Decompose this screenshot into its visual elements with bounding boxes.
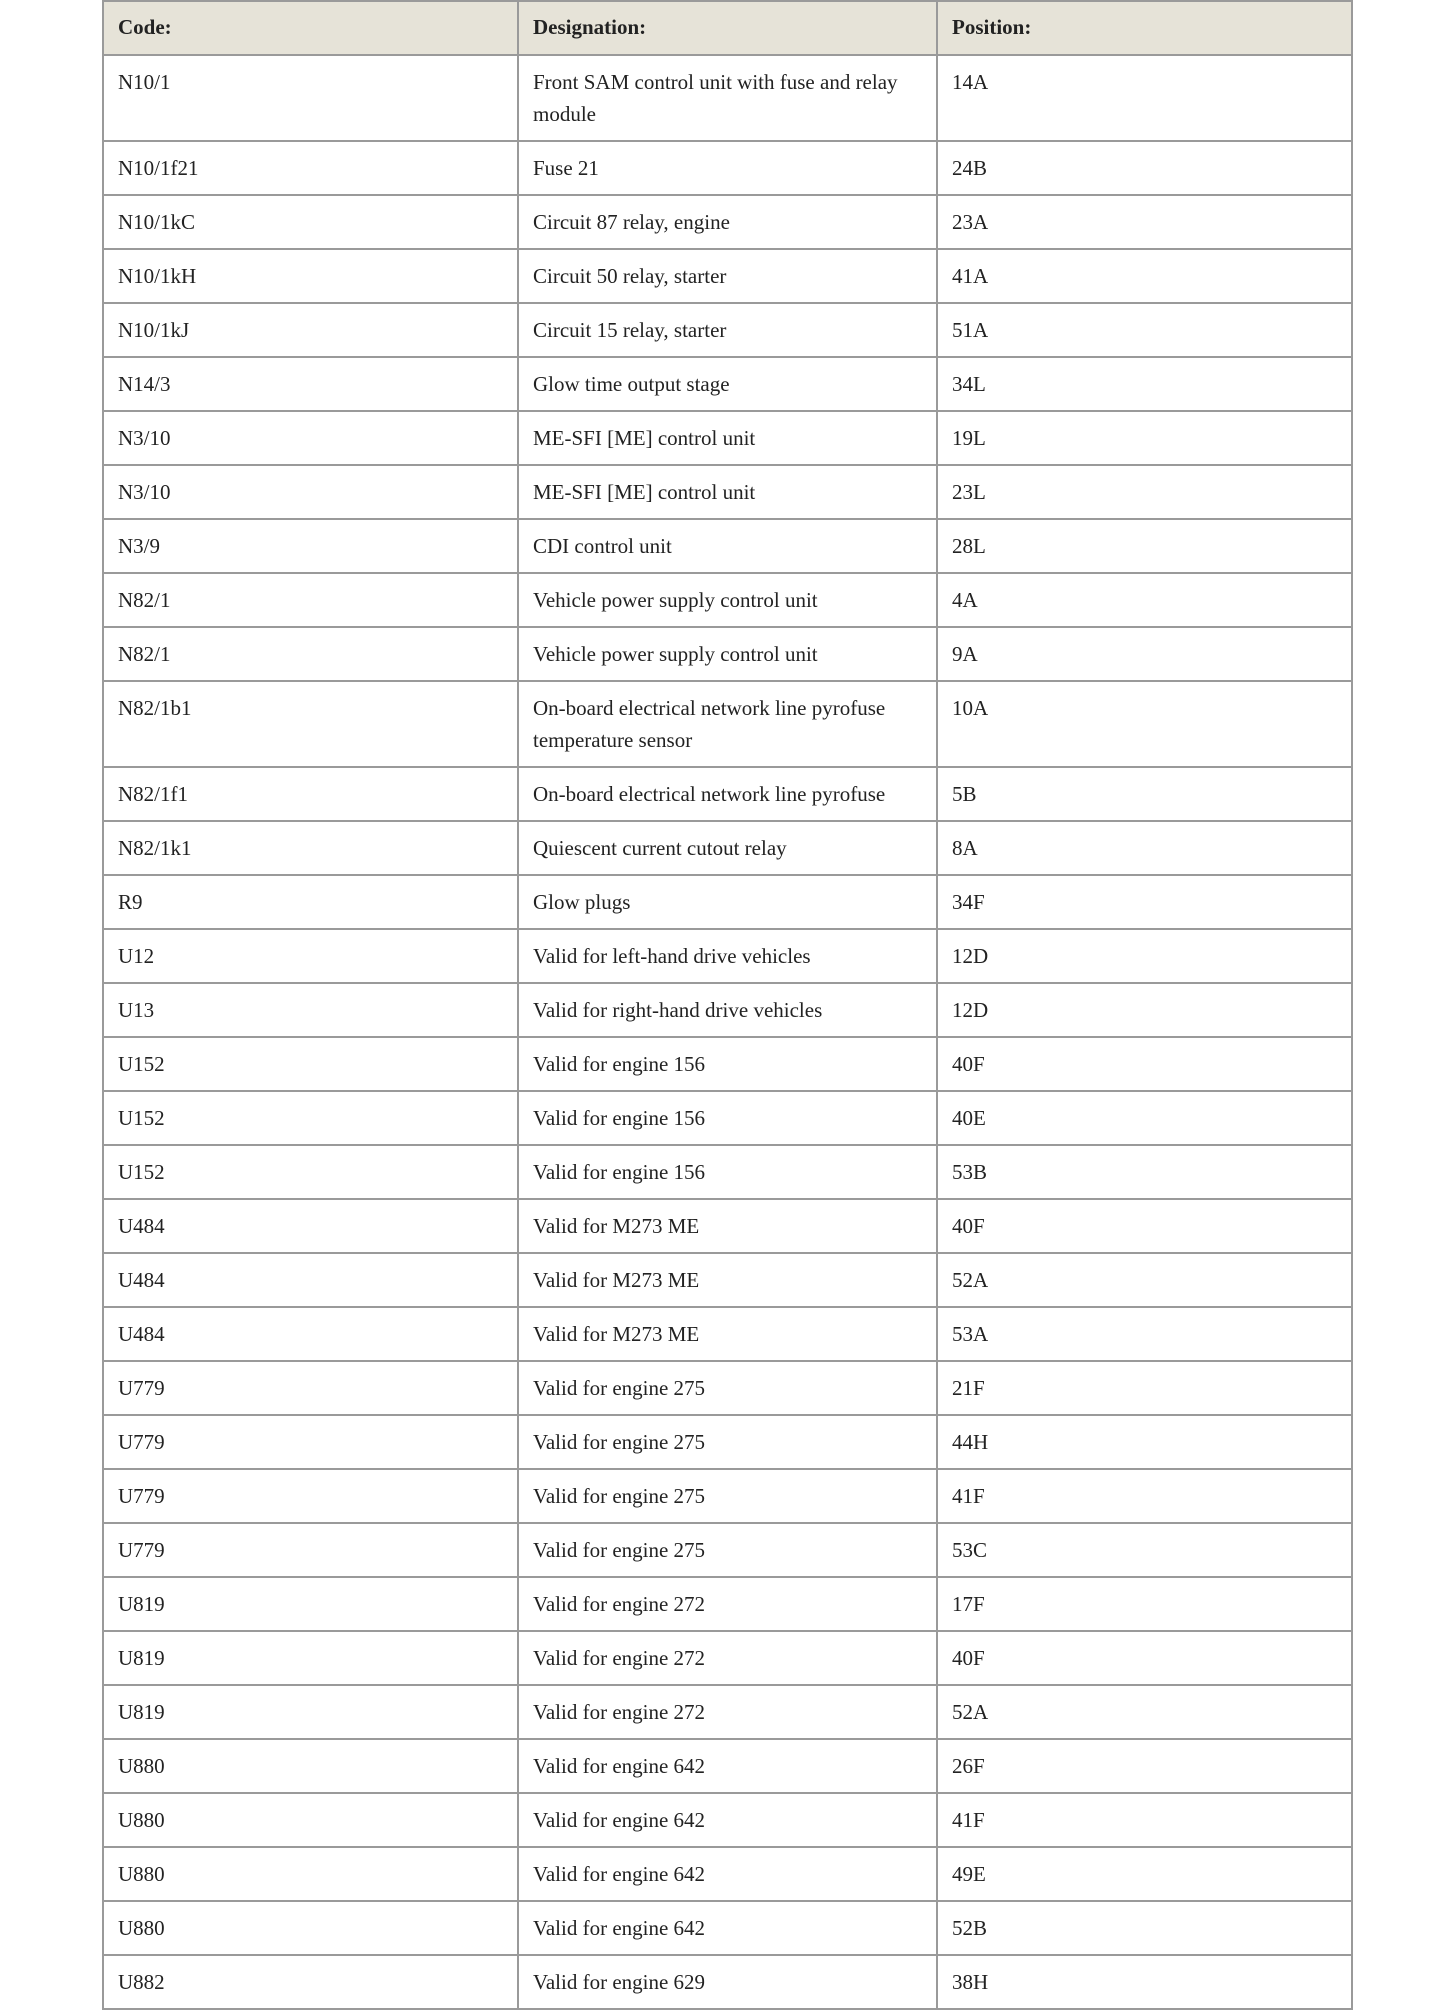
- cell-code: U484: [103, 1199, 518, 1253]
- cell-position: 23A: [937, 195, 1352, 249]
- table-row: [103, 1091, 1352, 1145]
- cell-designation: Front SAM control unit with fuse and relay module: [518, 55, 937, 141]
- header-code: Code:: [103, 1, 518, 55]
- table-header: [103, 1, 1352, 55]
- cell-designation: Valid for left-hand drive vehicles: [518, 929, 937, 983]
- cell-designation: Valid for M273 ME: [518, 1253, 937, 1307]
- cell-position: 41F: [937, 1793, 1352, 1847]
- table-row: [103, 519, 1352, 573]
- table-row: [103, 1199, 1352, 1253]
- cell-position: 9A: [937, 627, 1352, 681]
- cell-position: 23L: [937, 465, 1352, 519]
- cell-position: 40F: [937, 1037, 1352, 1091]
- table-row: [103, 1631, 1352, 1685]
- cell-position: 53A: [937, 1307, 1352, 1361]
- cell-position: 28L: [937, 519, 1352, 573]
- cell-code: U13: [103, 983, 518, 1037]
- table-row: [103, 875, 1352, 929]
- cell-designation: Valid for engine 156: [518, 1037, 937, 1091]
- cell-position: 53C: [937, 1523, 1352, 1577]
- table-row: [103, 249, 1352, 303]
- cell-designation: Valid for engine 629: [518, 1955, 937, 2009]
- cell-designation: Quiescent current cutout relay: [518, 821, 937, 875]
- cell-position: 5B: [937, 767, 1352, 821]
- table-row: [103, 1253, 1352, 1307]
- table-row: [103, 1361, 1352, 1415]
- table-body: [103, 55, 1352, 2009]
- table-row: [103, 303, 1352, 357]
- cell-position: 41F: [937, 1469, 1352, 1523]
- cell-designation: Valid for engine 642: [518, 1793, 937, 1847]
- cell-designation: Valid for engine 642: [518, 1739, 937, 1793]
- cell-designation: Vehicle power supply control unit: [518, 627, 937, 681]
- cell-position: 21F: [937, 1361, 1352, 1415]
- table-row: [103, 411, 1352, 465]
- cell-designation: Fuse 21: [518, 141, 937, 195]
- cell-code: U484: [103, 1253, 518, 1307]
- cell-position: 40F: [937, 1631, 1352, 1685]
- cell-position: 26F: [937, 1739, 1352, 1793]
- table-row: [103, 821, 1352, 875]
- table-row: [103, 1739, 1352, 1793]
- cell-code: U779: [103, 1523, 518, 1577]
- cell-position: 44H: [937, 1415, 1352, 1469]
- cell-designation: Valid for engine 272: [518, 1631, 937, 1685]
- cell-designation: Valid for engine 275: [518, 1523, 937, 1577]
- cell-code: N10/1: [103, 55, 518, 141]
- cell-designation: Valid for engine 275: [518, 1415, 937, 1469]
- cell-code: U779: [103, 1361, 518, 1415]
- cell-designation: Valid for M273 ME: [518, 1199, 937, 1253]
- table-row: [103, 465, 1352, 519]
- cell-code: N10/1kC: [103, 195, 518, 249]
- cell-code: U880: [103, 1847, 518, 1901]
- table-row: [103, 1415, 1352, 1469]
- cell-position: 14A: [937, 55, 1352, 141]
- cell-designation: Valid for engine 275: [518, 1361, 937, 1415]
- cell-code: U484: [103, 1307, 518, 1361]
- cell-code: N82/1b1: [103, 681, 518, 767]
- cell-position: 4A: [937, 573, 1352, 627]
- cell-position: 41A: [937, 249, 1352, 303]
- cell-designation: ME-SFI [ME] control unit: [518, 411, 937, 465]
- cell-code: N3/10: [103, 411, 518, 465]
- table-row: [103, 573, 1352, 627]
- table-row: [103, 55, 1352, 141]
- header-position: Position:: [937, 1, 1352, 55]
- cell-code: U882: [103, 1955, 518, 2009]
- cell-position: 24B: [937, 141, 1352, 195]
- table-row: [103, 1307, 1352, 1361]
- cell-position: 52A: [937, 1685, 1352, 1739]
- header-designation: Designation:: [518, 1, 937, 55]
- table-row: [103, 1037, 1352, 1091]
- cell-position: 40E: [937, 1091, 1352, 1145]
- cell-designation: ME-SFI [ME] control unit: [518, 465, 937, 519]
- table-row: [103, 1523, 1352, 1577]
- cell-code: U152: [103, 1037, 518, 1091]
- cell-designation: On-board electrical network line pyrofuse temperature sensor: [518, 681, 937, 767]
- table-row: [103, 1793, 1352, 1847]
- cell-code: N10/1kJ: [103, 303, 518, 357]
- table-row: [103, 141, 1352, 195]
- cell-code: U152: [103, 1091, 518, 1145]
- cell-position: 12D: [937, 983, 1352, 1037]
- cell-designation: CDI control unit: [518, 519, 937, 573]
- cell-code: U880: [103, 1901, 518, 1955]
- table-row: [103, 357, 1352, 411]
- table-row: [103, 681, 1352, 767]
- cell-position: 19L: [937, 411, 1352, 465]
- cell-position: 49E: [937, 1847, 1352, 1901]
- cell-position: 53B: [937, 1145, 1352, 1199]
- cell-designation: Valid for engine 642: [518, 1847, 937, 1901]
- cell-position: 52A: [937, 1253, 1352, 1307]
- cell-designation: Valid for engine 275: [518, 1469, 937, 1523]
- cell-designation: On-board electrical network line pyrofuse: [518, 767, 937, 821]
- cell-position: 40F: [937, 1199, 1352, 1253]
- cell-position: 12D: [937, 929, 1352, 983]
- cell-designation: Valid for M273 ME: [518, 1307, 937, 1361]
- table-row: [103, 983, 1352, 1037]
- cell-code: U152: [103, 1145, 518, 1199]
- table-row: [103, 1469, 1352, 1523]
- cell-designation: Valid for engine 642: [518, 1901, 937, 1955]
- table-row: [103, 929, 1352, 983]
- cell-designation: Circuit 87 relay, engine: [518, 195, 937, 249]
- table-row: [103, 627, 1352, 681]
- table-row: [103, 767, 1352, 821]
- cell-code: R9: [103, 875, 518, 929]
- cell-designation: Glow time output stage: [518, 357, 937, 411]
- header-row: [103, 1, 1352, 55]
- cell-code: N82/1f1: [103, 767, 518, 821]
- cell-designation: Circuit 50 relay, starter: [518, 249, 937, 303]
- cell-position: 17F: [937, 1577, 1352, 1631]
- cell-position: 34F: [937, 875, 1352, 929]
- cell-position: 51A: [937, 303, 1352, 357]
- cell-position: 38H: [937, 1955, 1352, 2009]
- cell-code: N10/1f21: [103, 141, 518, 195]
- cell-designation: Valid for engine 272: [518, 1685, 937, 1739]
- cell-code: U880: [103, 1793, 518, 1847]
- cell-designation: Glow plugs: [518, 875, 937, 929]
- cell-designation: Valid for engine 272: [518, 1577, 937, 1631]
- code-table-container: [102, 0, 1351, 2010]
- cell-code: U12: [103, 929, 518, 983]
- table-row: [103, 1577, 1352, 1631]
- table-row: [103, 1847, 1352, 1901]
- cell-code: U779: [103, 1415, 518, 1469]
- cell-code: U779: [103, 1469, 518, 1523]
- cell-designation: Valid for engine 156: [518, 1145, 937, 1199]
- cell-code: U819: [103, 1631, 518, 1685]
- table-row: [103, 1145, 1352, 1199]
- cell-code: N14/3: [103, 357, 518, 411]
- cell-position: 10A: [937, 681, 1352, 767]
- table-row: [103, 1955, 1352, 2009]
- cell-position: 8A: [937, 821, 1352, 875]
- cell-position: 52B: [937, 1901, 1352, 1955]
- cell-designation: Vehicle power supply control unit: [518, 573, 937, 627]
- cell-code: U880: [103, 1739, 518, 1793]
- cell-code: U819: [103, 1685, 518, 1739]
- cell-code: N82/1: [103, 573, 518, 627]
- table-row: [103, 195, 1352, 249]
- cell-designation: Circuit 15 relay, starter: [518, 303, 937, 357]
- table-row: [103, 1901, 1352, 1955]
- table-row: [103, 1685, 1352, 1739]
- code-designation-table: [102, 0, 1353, 2010]
- cell-designation: Valid for engine 156: [518, 1091, 937, 1145]
- cell-code: N3/9: [103, 519, 518, 573]
- cell-designation: Valid for right-hand drive vehicles: [518, 983, 937, 1037]
- cell-position: 34L: [937, 357, 1352, 411]
- cell-code: N82/1: [103, 627, 518, 681]
- cell-code: U819: [103, 1577, 518, 1631]
- cell-code: N82/1k1: [103, 821, 518, 875]
- cell-code: N3/10: [103, 465, 518, 519]
- cell-code: N10/1kH: [103, 249, 518, 303]
